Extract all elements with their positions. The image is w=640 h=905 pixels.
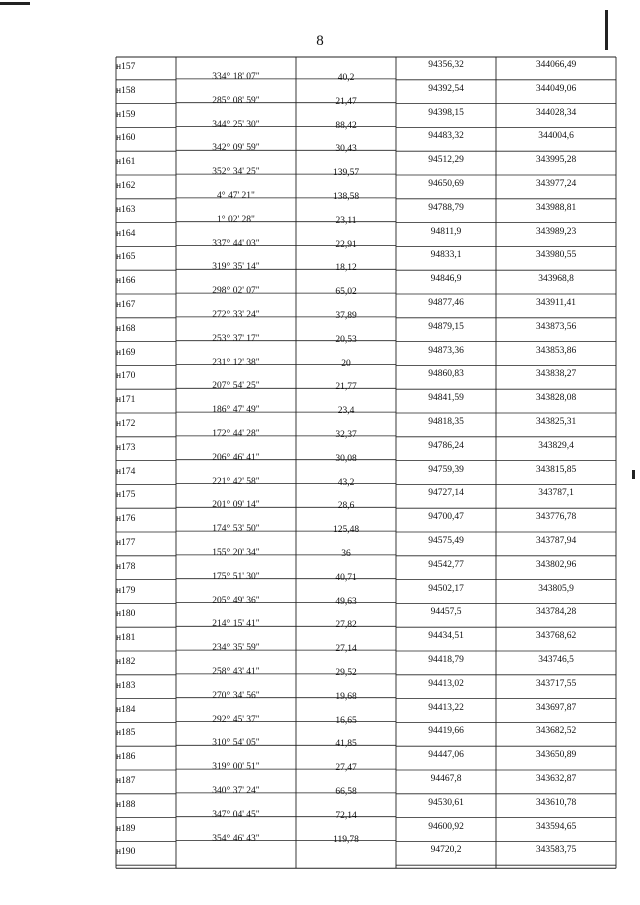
segment-length: 27,82 <box>335 620 357 631</box>
point-name: н177 <box>116 538 136 548</box>
segment-length: 27,47 <box>335 763 357 774</box>
direction-angle: 340° 37' 24" <box>212 785 260 796</box>
segment-length: 43,2 <box>337 477 355 488</box>
coordinate-x: 94860,83 <box>428 369 464 380</box>
segment-length: 49,63 <box>335 596 357 607</box>
direction-angle: 155° 20' 34" <box>212 547 260 558</box>
coordinate-y: 343802,96 <box>535 559 577 570</box>
coordinate-x: 94434,51 <box>428 631 464 642</box>
coordinate-y: 343776,78 <box>535 512 577 523</box>
segment-length: 36 <box>341 548 351 559</box>
direction-angle: 319° 35' 14" <box>212 262 260 273</box>
segment-length: 41,85 <box>335 739 357 750</box>
coordinate-x: 94418,79 <box>428 655 464 665</box>
point-name: н174 <box>116 466 136 477</box>
coordinate-x: 94356,32 <box>428 60 464 70</box>
coordinate-x: 94530,61 <box>428 797 464 808</box>
point-name: н185 <box>116 728 136 739</box>
coordinate-x: 94727,14 <box>428 488 464 499</box>
direction-angle: 201° 09' 14" <box>212 500 260 511</box>
point-name: н160 <box>116 133 136 144</box>
segment-length: 23,11 <box>335 215 357 226</box>
coordinate-y: 343805,9 <box>538 583 574 594</box>
point-name: н187 <box>116 776 136 786</box>
direction-angle: 1° 02' 28" <box>217 214 255 225</box>
segment-length: 66,58 <box>335 786 357 797</box>
coordinate-x: 94833,1 <box>430 250 462 261</box>
coordinate-y: 343682,52 <box>535 726 577 737</box>
coordinate-y: 343610,78 <box>535 797 577 808</box>
point-name: н175 <box>116 490 136 501</box>
segment-length: 40,2 <box>337 72 355 83</box>
direction-angle: 172° 44' 28" <box>212 428 260 439</box>
coordinate-x: 94413,02 <box>428 678 464 689</box>
segment-length: 21,77 <box>335 382 357 393</box>
direction-angle: 285° 08' 59" <box>212 95 260 106</box>
coordinate-y: 343768,62 <box>535 631 577 642</box>
coordinate-y: 343632,87 <box>535 774 577 784</box>
segment-length: 138,58 <box>332 191 360 202</box>
direction-angle: 206° 46' 41" <box>212 452 260 463</box>
coordinate-y: 343650,89 <box>535 750 577 761</box>
page-number: 8 <box>316 33 324 49</box>
coordinate-y: 343784,28 <box>535 607 577 618</box>
coordinate-x: 94600,92 <box>428 821 464 832</box>
direction-angle: 347° 04' 45" <box>212 809 260 820</box>
segment-length: 40,71 <box>335 572 357 583</box>
point-name: н182 <box>116 657 136 667</box>
coordinate-y: 343829,4 <box>538 440 574 451</box>
coordinate-x: 94877,46 <box>428 298 464 308</box>
direction-angle: 310° 54' 05" <box>212 738 260 749</box>
direction-angle: 174° 53' 50" <box>212 524 260 535</box>
point-name: н178 <box>116 561 136 572</box>
coordinate-y: 343717,55 <box>535 678 577 689</box>
coordinate-y: 343980,55 <box>535 250 577 261</box>
segment-length: 30,43 <box>335 144 357 155</box>
coordinate-x: 94419,66 <box>428 726 464 737</box>
coordinate-y: 343968,8 <box>538 274 574 285</box>
direction-angle: 4° 47' 21" <box>217 190 255 201</box>
segment-length: 125,48 <box>332 525 360 536</box>
coordinate-x: 94457,5 <box>430 607 462 618</box>
coordinate-x: 94483,32 <box>428 131 464 142</box>
segment-length: 29,52 <box>335 667 357 678</box>
direction-angle: 234° 35' 59" <box>212 643 260 654</box>
segment-length: 72,14 <box>335 810 357 821</box>
coordinate-x: 94720,2 <box>430 845 462 856</box>
point-name: н188 <box>116 799 136 810</box>
coordinate-x: 94392,54 <box>428 83 464 94</box>
coordinate-x: 94542,77 <box>428 559 464 570</box>
direction-angle: 214° 15' 41" <box>212 619 260 630</box>
segment-length: 32,37 <box>335 429 357 440</box>
point-name: н157 <box>116 62 136 72</box>
point-name: н186 <box>116 752 136 763</box>
point-name: н170 <box>116 371 136 382</box>
direction-angle: 231° 12' 38" <box>212 357 260 368</box>
point-name: н159 <box>116 109 136 120</box>
point-name: н169 <box>116 347 136 358</box>
point-name: н189 <box>116 823 136 834</box>
segment-length: 20,53 <box>335 334 357 345</box>
coordinate-y: 343988,81 <box>535 202 577 213</box>
direction-angle: 319° 00' 51" <box>212 762 260 773</box>
direction-angle: 334° 18' 07" <box>212 71 260 82</box>
direction-angle: 352° 34' 25" <box>212 167 260 178</box>
direction-angle: 186° 47' 49" <box>212 405 260 416</box>
coordinate-y: 343989,23 <box>535 226 577 237</box>
point-name: н167 <box>116 300 136 310</box>
direction-angle: 342° 09' 59" <box>212 143 260 154</box>
coordinate-y: 343583,75 <box>535 845 577 856</box>
direction-angle: 272° 33' 24" <box>212 309 260 320</box>
coordinate-x: 94575,49 <box>428 536 464 546</box>
coordinate-y: 343977,24 <box>535 179 577 189</box>
segment-length: 139,57 <box>332 168 360 179</box>
direction-angle: 221° 42' 58" <box>212 476 260 487</box>
coordinate-x: 94879,15 <box>428 321 464 332</box>
point-name: н165 <box>116 252 136 263</box>
segment-length: 88,42 <box>335 120 357 131</box>
point-name: н163 <box>116 204 136 215</box>
coordinate-y: 343911,41 <box>535 298 577 308</box>
coordinate-y: 343873,56 <box>535 321 577 332</box>
point-name: н168 <box>116 323 136 334</box>
coordinate-y: 344066,49 <box>535 60 577 70</box>
point-name: н176 <box>116 514 136 525</box>
segment-length: 30,08 <box>335 453 357 464</box>
segment-length: 65,02 <box>335 287 357 298</box>
direction-angle: 337° 44' 03" <box>212 238 260 249</box>
point-name: н179 <box>116 585 136 596</box>
segment-length: 16,65 <box>335 715 357 726</box>
coordinate-x: 94398,15 <box>428 107 464 118</box>
coordinate-y: 343787,94 <box>535 536 577 546</box>
coordinate-x: 94413,22 <box>428 702 464 713</box>
segment-length: 21,47 <box>335 96 357 107</box>
point-name: н181 <box>116 633 136 644</box>
point-name: н171 <box>116 395 136 406</box>
segment-length: 28,6 <box>337 501 355 512</box>
direction-angle: 354° 46' 43" <box>212 833 260 844</box>
segment-length: 20 <box>341 358 351 369</box>
point-name: н180 <box>116 609 136 620</box>
coordinate-y: 343995,28 <box>535 155 577 166</box>
point-name: н164 <box>116 228 136 239</box>
coordinate-y: 343853,86 <box>535 345 577 356</box>
coordinate-y: 344028,34 <box>535 107 577 118</box>
point-name: н190 <box>116 847 136 858</box>
coordinate-y: 343828,08 <box>535 393 577 404</box>
point-name: н183 <box>116 680 136 691</box>
point-name: н158 <box>116 85 136 96</box>
coordinate-x: 94786,24 <box>428 440 464 451</box>
segment-length: 19,68 <box>335 691 357 702</box>
coordinate-x: 94818,35 <box>428 417 464 427</box>
point-name: н173 <box>116 442 136 453</box>
coordinate-y: 343825,31 <box>535 417 577 427</box>
point-name: н184 <box>116 704 136 715</box>
coordinate-x: 94700,47 <box>428 512 464 523</box>
coordinate-x: 94759,39 <box>428 464 464 475</box>
coordinate-y: 343815,85 <box>535 464 577 475</box>
segment-length: 37,89 <box>335 310 357 321</box>
direction-angle: 207° 54' 25" <box>212 381 260 392</box>
point-name: н161 <box>116 157 136 168</box>
direction-angle: 298° 02' 07" <box>212 286 260 297</box>
coordinate-y: 344004,6 <box>538 131 574 142</box>
segment-length: 119,78 <box>333 834 359 845</box>
point-name: н166 <box>116 276 136 287</box>
direction-angle: 205° 49' 36" <box>212 595 260 606</box>
coordinate-x: 94467,8 <box>430 774 462 784</box>
direction-angle: 258° 43' 41" <box>212 666 260 677</box>
segment-length: 23,4 <box>337 406 355 417</box>
segment-length: 27,14 <box>335 644 357 655</box>
coordinate-x: 94512,29 <box>428 155 464 166</box>
coordinate-x: 94650,69 <box>428 179 464 189</box>
coordinate-y: 343697,87 <box>535 702 577 713</box>
coordinate-y: 343594,65 <box>535 821 577 832</box>
coordinate-x: 94841,59 <box>428 393 464 404</box>
point-name: н172 <box>116 419 136 429</box>
coordinate-y: 344049,06 <box>535 83 577 94</box>
coordinate-x: 94788,79 <box>428 202 464 213</box>
coordinate-x: 94502,17 <box>428 583 464 594</box>
coordinate-x: 94811,9 <box>430 226 462 237</box>
coordinate-x: 94846,9 <box>430 274 462 285</box>
direction-angle: 270° 34' 56" <box>212 690 260 701</box>
coordinate-y: 343746,5 <box>538 655 574 665</box>
direction-angle: 253° 37' 17" <box>212 333 260 344</box>
coordinate-x: 94447,06 <box>428 750 464 761</box>
segment-length: 18,12 <box>335 263 357 274</box>
direction-angle: 344° 25' 30" <box>212 119 260 130</box>
direction-angle: 175° 51' 30" <box>212 571 260 582</box>
segment-length: 22,91 <box>335 239 357 250</box>
coordinate-x: 94873,36 <box>428 345 464 356</box>
coordinate-y: 343838,27 <box>535 369 577 380</box>
coordinate-y: 343787,1 <box>538 488 574 499</box>
direction-angle: 292° 45' 37" <box>212 714 260 725</box>
point-name: н162 <box>116 181 136 191</box>
